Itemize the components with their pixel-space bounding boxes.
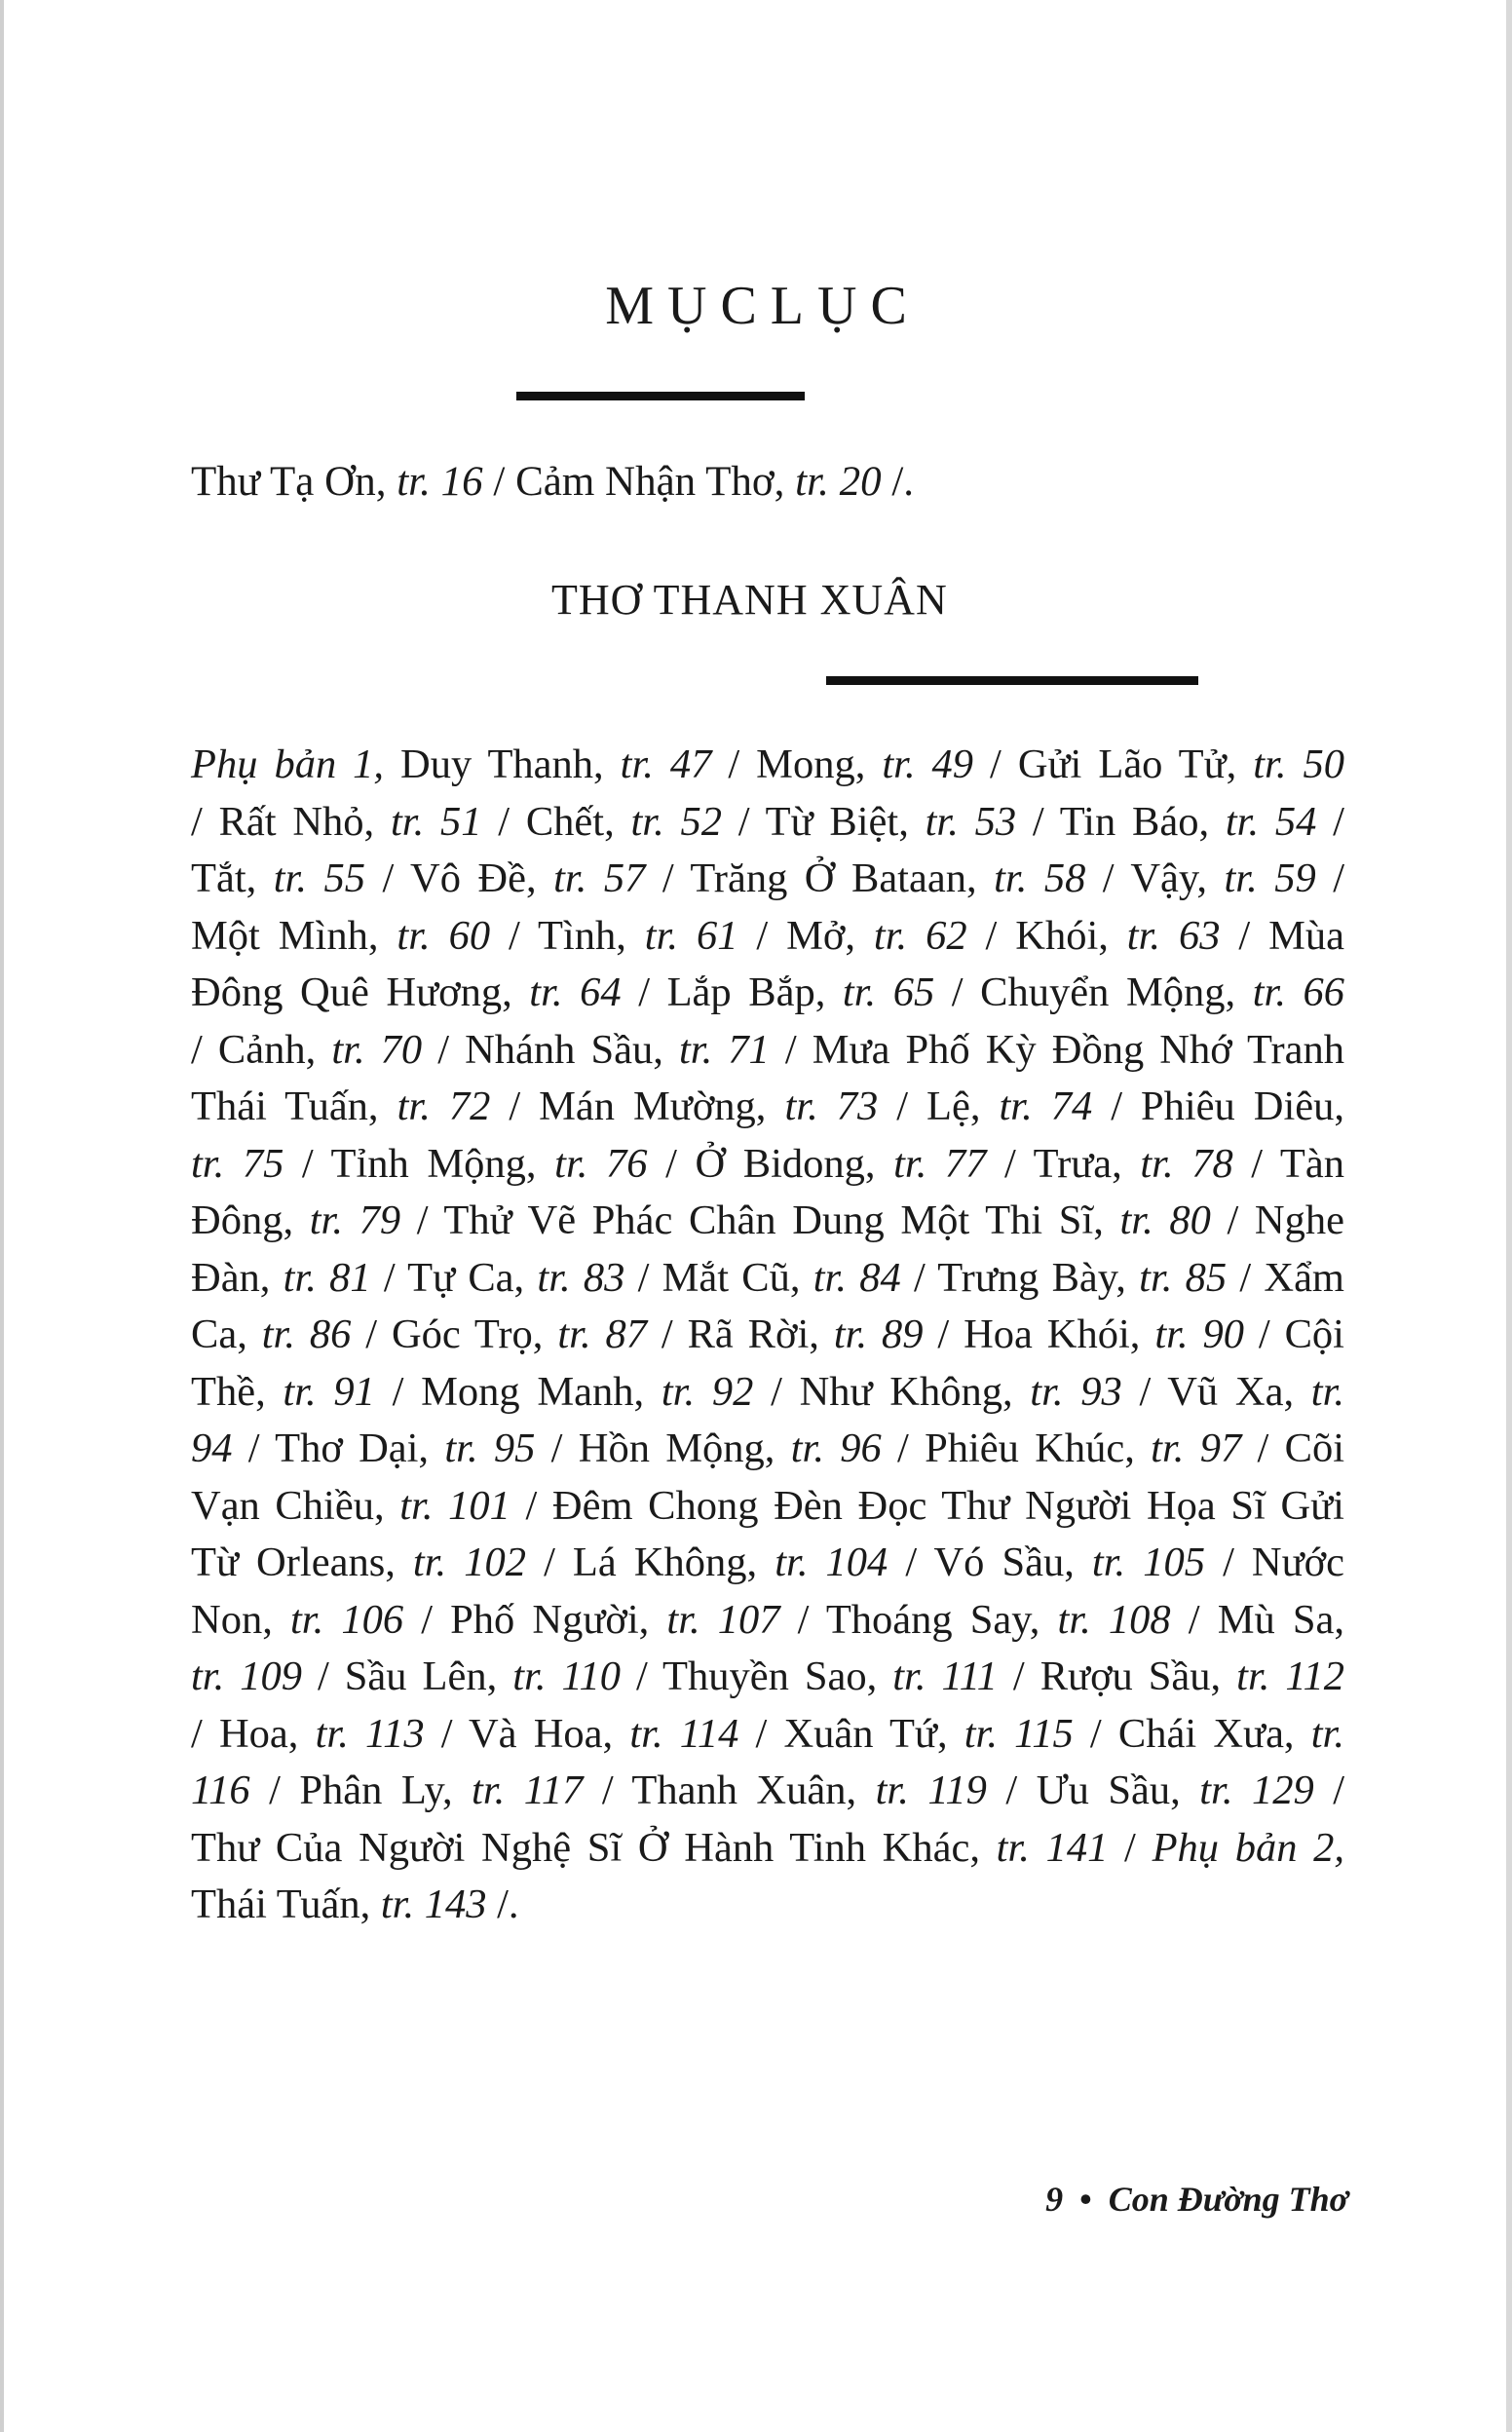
entry-text: / Chái Xưa, xyxy=(1073,1710,1311,1757)
page-reference: tr. 105 xyxy=(1091,1539,1205,1585)
entry-text: / Mán Mường, xyxy=(490,1083,785,1129)
section-divider xyxy=(826,676,1198,685)
toc-line xyxy=(191,1136,1344,1194)
entry-text: / Thơ Dại, xyxy=(232,1425,445,1471)
page-reference: tr. 58 xyxy=(994,855,1086,901)
entry-text: / Vậy, xyxy=(1085,855,1225,901)
page-reference: tr. 129 xyxy=(1199,1767,1314,1813)
intro-line xyxy=(191,458,914,506)
toc-line xyxy=(191,1478,1344,1536)
entry-text: Thư Tạ Ơn, xyxy=(191,459,397,505)
page-reference: tr. 77 xyxy=(893,1140,987,1187)
toc-line xyxy=(191,1250,1344,1308)
entry-text: / Thuyền Sao, xyxy=(621,1653,893,1699)
entry-text: / Nước xyxy=(1205,1539,1345,1585)
page-reference: tr. 141 xyxy=(996,1824,1109,1871)
entry-text: / Gửi Lão Tử, xyxy=(973,741,1254,787)
page-reference: tr. 81 xyxy=(283,1254,371,1301)
entry-text: / Vó Sầu, xyxy=(888,1539,1092,1585)
entry-text: Đàn, xyxy=(191,1254,284,1301)
entry-text: / xyxy=(1315,855,1345,901)
entry-text: / Mù Sa, xyxy=(1170,1596,1344,1643)
page-reference: tr. 104 xyxy=(775,1539,888,1585)
page-reference: tr. 65 xyxy=(842,969,935,1015)
entry-text: / Khói, xyxy=(966,912,1127,959)
entry-text: Một Mình, xyxy=(191,912,397,959)
entry-text: / Mưa Phố Kỳ Đồng Nhớ Tranh xyxy=(769,1026,1344,1073)
entry-text: / Tin Báo, xyxy=(1016,798,1226,845)
page-reference: tr. 102 xyxy=(412,1539,526,1585)
entry-text: / Phố Người, xyxy=(403,1596,667,1643)
entry-text: / Vô Đề, xyxy=(365,855,554,901)
page-reference: tr. 72 xyxy=(397,1083,491,1129)
page-reference: tr. 111 xyxy=(892,1653,998,1699)
page-reference: Phụ bản 1, xyxy=(191,741,385,787)
entry-text: / xyxy=(1108,1824,1153,1871)
page-reference: tr. 79 xyxy=(309,1197,401,1243)
section-title: THƠ THANH XUÂN xyxy=(551,576,948,624)
entry-text: / Cảnh, xyxy=(191,1026,332,1073)
page-reference: tr. 74 xyxy=(999,1083,1093,1129)
entry-text: / Trăng Ở Bataan, xyxy=(645,855,995,901)
entry-text: / Sầu Lên, xyxy=(302,1653,513,1699)
entry-text: / Trưng Bày, xyxy=(900,1254,1140,1301)
entry-text: / Xuân Tứ, xyxy=(738,1710,964,1757)
entry-text: / Cội xyxy=(1243,1311,1344,1357)
page-reference: tr. 109 xyxy=(191,1653,302,1699)
entry-text: / Phân Ly, xyxy=(249,1767,472,1813)
entry-text: / Phiêu Khúc, xyxy=(881,1425,1152,1471)
entry-text: / Cõi xyxy=(1241,1425,1344,1471)
page-reference: tr. 73 xyxy=(784,1083,879,1129)
entry-text: / Xẩm xyxy=(1227,1254,1344,1301)
toc-line xyxy=(191,1022,1344,1080)
entry-text: Thề, xyxy=(191,1368,284,1415)
entry-text: Thư Của Người Nghệ Sĩ Ở Hành Tinh Khác, xyxy=(191,1824,997,1871)
page-reference: tr. 90 xyxy=(1154,1311,1244,1357)
entry-text: / Rượu Sầu, xyxy=(997,1653,1237,1699)
entry-text: / xyxy=(1316,798,1344,845)
toc-line xyxy=(191,1877,1344,1934)
entry-text: / Tình, xyxy=(490,912,645,959)
page-edge-right xyxy=(1506,0,1512,2432)
entry-text: / Từ Biệt, xyxy=(722,798,926,845)
page-reference: tr. 71 xyxy=(678,1026,770,1073)
entry-text: Thái Tuấn, xyxy=(191,1881,381,1927)
toc-line xyxy=(191,1649,1344,1706)
page-reference: tr. 110 xyxy=(512,1653,622,1699)
page-reference: tr. 92 xyxy=(661,1368,754,1415)
entry-text: / Rất Nhỏ, xyxy=(191,798,391,845)
page-footer xyxy=(1045,2179,1348,2220)
page-reference: tr. 52 xyxy=(630,798,723,845)
page-reference: tr. 66 xyxy=(1252,969,1345,1015)
page-reference: tr. 61 xyxy=(644,912,738,959)
page-reference: tr. 57 xyxy=(553,855,646,901)
page-reference: tr. 55 xyxy=(273,855,365,901)
page-reference: tr. 49 xyxy=(882,741,974,787)
toc-line xyxy=(191,1079,1344,1136)
entry-text: / Thanh Xuân, xyxy=(583,1767,876,1813)
page-reference: tr. 16 xyxy=(397,459,483,505)
entry-text: / Ưu Sầu, xyxy=(986,1767,1200,1813)
page-reference: Phụ bản 2, xyxy=(1152,1824,1345,1871)
page-reference: tr. 78 xyxy=(1140,1140,1233,1187)
entry-text: / Rã Rời, xyxy=(646,1311,834,1357)
entry-text: / Mắt Cũ, xyxy=(624,1254,813,1301)
page-reference: tr. 62 xyxy=(873,912,967,959)
page-reference: tr. 112 xyxy=(1236,1653,1344,1699)
entry-text: / Lệ, xyxy=(878,1083,1000,1129)
entry-text: / Ở Bidong, xyxy=(647,1140,894,1187)
page-reference: tr. 114 xyxy=(629,1710,739,1757)
entry-text: / Trưa, xyxy=(986,1140,1141,1187)
entry-text: /. xyxy=(486,1881,519,1927)
entry-text: / Vũ Xa, xyxy=(1121,1368,1311,1415)
toc-line xyxy=(191,1421,1344,1478)
page-reference: tr. 84 xyxy=(813,1254,901,1301)
toc-line xyxy=(191,908,1344,966)
page-reference: tr. xyxy=(1310,1710,1344,1757)
entry-text: / xyxy=(1313,1767,1345,1813)
entry-text: / Hoa, xyxy=(191,1710,316,1757)
page-reference: tr. 106 xyxy=(289,1596,404,1643)
page-reference: tr. 96 xyxy=(790,1425,882,1471)
page-reference: tr. 47 xyxy=(620,741,712,787)
entry-text: / Tàn xyxy=(1232,1140,1344,1187)
entry-text: / Như Không, xyxy=(753,1368,1031,1415)
entry-text: Đông, xyxy=(191,1197,310,1243)
page-reference: tr. 91 xyxy=(283,1368,375,1415)
entry-text: Duy Thanh, xyxy=(384,741,621,787)
page-reference: tr. 51 xyxy=(390,798,482,845)
toc-line xyxy=(191,1820,1344,1878)
page-reference: tr. 60 xyxy=(397,912,491,959)
entry-text: Non, xyxy=(191,1596,290,1643)
entry-text: / Thử Vẽ Phác Chân Dung Một Thi Sĩ, xyxy=(400,1197,1120,1243)
toc-line xyxy=(191,965,1344,1022)
book-title: Con Đường Thơ xyxy=(1108,2180,1348,2219)
page-reference: tr. 64 xyxy=(529,969,622,1015)
entry-text: Thái Tuấn, xyxy=(191,1083,397,1129)
entry-text: / Tự Ca, xyxy=(370,1254,538,1301)
entry-text: / Hồn Mộng, xyxy=(535,1425,791,1471)
page-reference: tr. 97 xyxy=(1151,1425,1242,1471)
page-reference: tr. 113 xyxy=(315,1710,425,1757)
entry-text: Từ Orleans, xyxy=(191,1539,413,1585)
toc-line xyxy=(191,794,1344,852)
entry-text: / Mở, xyxy=(737,912,874,959)
page-reference: tr. 87 xyxy=(557,1311,647,1357)
page-reference: tr. 20 xyxy=(795,459,882,505)
page-reference: tr. 63 xyxy=(1126,912,1221,959)
page-reference: tr. 75 xyxy=(191,1140,284,1187)
entry-text: / Chuyển Mộng, xyxy=(934,969,1253,1015)
toc-line xyxy=(191,1592,1344,1650)
page-reference: tr. 143 xyxy=(380,1881,487,1927)
page-reference: tr. 108 xyxy=(1057,1596,1171,1643)
page-reference: tr. 119 xyxy=(875,1767,987,1813)
entry-text: / Lá Không, xyxy=(526,1539,775,1585)
toc-line xyxy=(191,1193,1344,1250)
page-reference: tr. 93 xyxy=(1030,1368,1122,1415)
entry-text: Ca, xyxy=(191,1311,262,1357)
page-reference: tr. 85 xyxy=(1139,1254,1228,1301)
page-reference: tr. 83 xyxy=(537,1254,625,1301)
entry-text: / Phiêu Diêu, xyxy=(1092,1083,1345,1129)
entry-text: Đông Quê Hương, xyxy=(191,969,530,1015)
page-reference: 94 xyxy=(191,1425,233,1471)
page-reference: tr. 107 xyxy=(666,1596,780,1643)
page-reference: 116 xyxy=(191,1767,250,1813)
entry-text: /. xyxy=(881,459,915,505)
entry-text: / Nghe xyxy=(1210,1197,1344,1243)
entry-text: / Chết, xyxy=(481,798,631,845)
entry-text: / Mùa xyxy=(1220,912,1345,959)
title-divider xyxy=(516,392,805,400)
entry-text: / Mong Manh, xyxy=(374,1368,662,1415)
entry-text: / Đêm Chong Đèn Đọc Thư Người Họa Sĩ Gửi xyxy=(510,1482,1344,1529)
page-reference: tr. 95 xyxy=(444,1425,536,1471)
page-reference: tr. 59 xyxy=(1224,855,1316,901)
entry-text: / Nhánh Sầu, xyxy=(422,1026,679,1073)
entry-text: / Cảm Nhận Thơ, xyxy=(482,459,796,505)
entry-text: / Tỉnh Mộng, xyxy=(284,1140,555,1187)
page-reference: tr. xyxy=(1310,1368,1345,1415)
page-reference: tr. 86 xyxy=(261,1311,352,1357)
page-reference: tr. 80 xyxy=(1119,1197,1211,1243)
page-reference: tr. 101 xyxy=(399,1482,510,1529)
page-title: MỤCLỤC xyxy=(605,276,921,336)
page-reference: tr. 117 xyxy=(472,1767,584,1813)
entry-text: / Thoáng Say, xyxy=(779,1596,1058,1643)
toc-line xyxy=(191,1535,1344,1592)
toc-line xyxy=(191,1706,1344,1764)
footer-separator: • xyxy=(1079,2180,1092,2219)
toc-line xyxy=(191,1763,1344,1820)
entry-text: Vạn Chiều, xyxy=(191,1482,400,1529)
toc-line xyxy=(191,737,1344,794)
toc-line xyxy=(191,851,1344,908)
page-edge-left xyxy=(0,0,4,2432)
toc-body xyxy=(191,737,1344,1934)
page-reference: tr. 70 xyxy=(331,1026,423,1073)
page-reference: tr. 115 xyxy=(964,1710,1074,1757)
page-reference: tr. 50 xyxy=(1253,741,1344,787)
entry-text: / Lắp Bắp, xyxy=(621,969,843,1015)
entry-text: / Góc Trọ, xyxy=(351,1311,558,1357)
entry-text: / Và Hoa, xyxy=(424,1710,630,1757)
page-reference: tr. 53 xyxy=(925,798,1017,845)
entry-text: / Mong, xyxy=(711,741,883,787)
entry-text: Tắt, xyxy=(191,855,274,901)
entry-text: / Hoa Khói, xyxy=(923,1311,1155,1357)
page-reference: tr. 76 xyxy=(554,1140,648,1187)
page-reference: tr. 54 xyxy=(1225,798,1317,845)
page-reference: tr. 89 xyxy=(833,1311,924,1357)
toc-line xyxy=(191,1364,1344,1422)
toc-line xyxy=(191,1307,1344,1364)
page-number: 9 xyxy=(1045,2180,1064,2219)
